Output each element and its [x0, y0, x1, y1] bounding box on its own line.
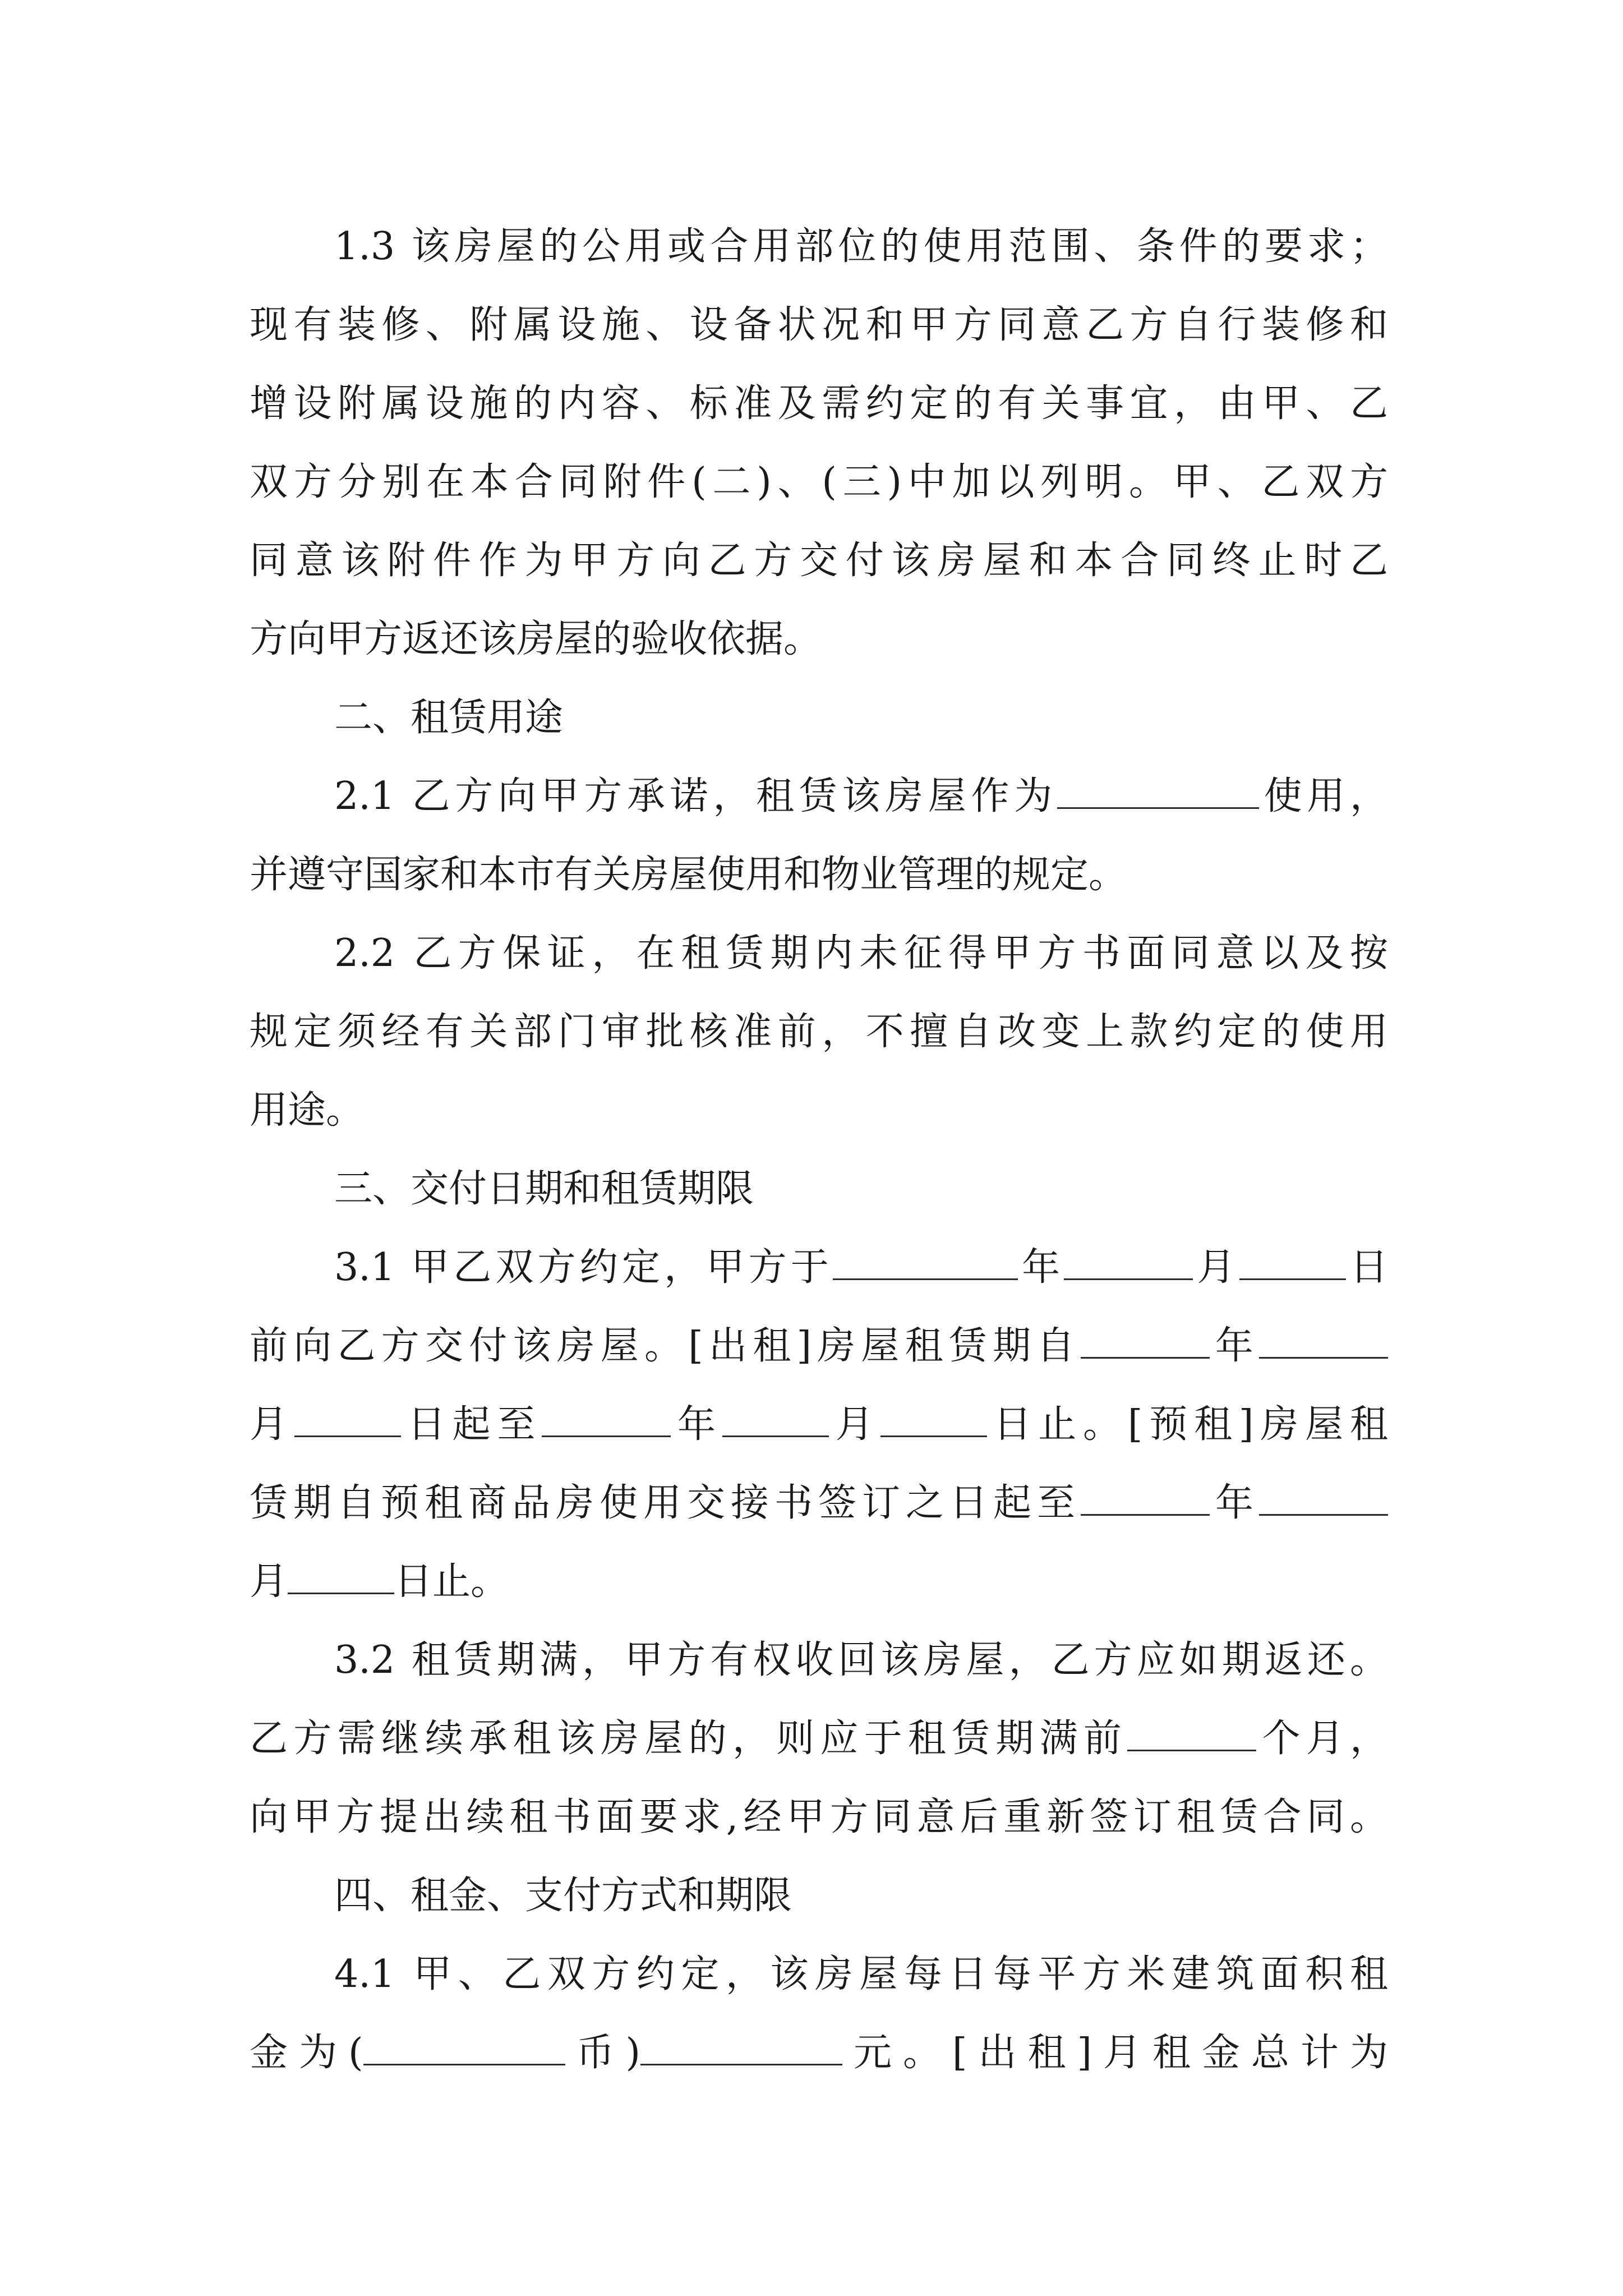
fill-blank-day[interactable]: [294, 1403, 401, 1437]
paragraph-1-3-line-1: [334, 208, 1388, 286]
fill-blank-amount[interactable]: [640, 2031, 842, 2065]
paragraph-1-3-line-3: [250, 365, 1388, 443]
text-segment: 赁期自预租商品房使用交接书签订之日起至: [250, 1481, 1081, 1525]
text-segment: 日止。: [394, 1559, 509, 1604]
text-segment: 2.2 乙方保证，在租赁期内未征得甲方书面同意以及按: [334, 931, 1388, 976]
text-segment: 月: [828, 1402, 880, 1447]
paragraph-3-2-line-2: [250, 1700, 1388, 1778]
text-segment: 年: [1209, 1324, 1259, 1368]
text-segment: 规定须经有关部门审批核准前，不擅自改变上款约定的使用: [250, 1010, 1388, 1054]
text-segment: 币): [565, 2031, 641, 2075]
fill-blank-months[interactable]: [1127, 1717, 1256, 1751]
text-segment: 二、租赁用途: [334, 696, 564, 740]
text-segment: 增设附属设施的内容、标准及需约定的有关事宜，由甲、乙: [250, 381, 1388, 426]
text-segment: 1.3 该房屋的公用或合用部位的使用范围、条件的要求；: [334, 224, 1388, 269]
fill-blank-day[interactable]: [1239, 1246, 1346, 1280]
paragraph-2-1-line-1: [334, 757, 1388, 836]
paragraph-1-3-line-2: [250, 286, 1388, 365]
text-segment: 月: [1193, 1245, 1239, 1290]
fill-blank-month[interactable]: [1259, 1481, 1388, 1516]
text-segment: 元。[出租]月租金总计为: [842, 2031, 1388, 2075]
fill-blank-year[interactable]: [833, 1246, 1018, 1280]
paragraph-3-2-line-1: [334, 1621, 1388, 1700]
paragraph-3-1-line-4: [250, 1464, 1388, 1543]
text-segment: 个月，: [1256, 1717, 1388, 1761]
section-3-heading: [334, 1150, 1388, 1228]
paragraph-1-3-line-4: [250, 443, 1388, 522]
paragraph-3-1-line-1: [334, 1228, 1388, 1307]
text-segment: 乙方需继续承租该房屋的，则应于租赁期满前: [250, 1717, 1128, 1761]
fill-blank-usage[interactable]: [1057, 775, 1259, 809]
text-segment: 四、租金、支付方式和期限: [334, 1874, 792, 1918]
text-segment: 用途。: [250, 1088, 365, 1133]
text-segment: 双方分别在本合同附件(二)、(三)中加以列明。甲、乙双方: [250, 460, 1388, 504]
text-segment: 日: [1345, 1245, 1388, 1290]
paragraph-4-1-line-1: [334, 1935, 1388, 2014]
fill-blank-year[interactable]: [1081, 1481, 1210, 1516]
text-segment: 3.2 租赁期满，甲方有权收回该房屋，乙方应如期返还。: [334, 1638, 1388, 1682]
text-segment: 年: [1017, 1245, 1064, 1290]
text-segment: 现有装修、附属设施、设备状况和甲方同意乙方自行装修和: [250, 303, 1388, 347]
paragraph-3-2-line-3: [250, 1778, 1388, 1857]
fill-blank-currency[interactable]: [363, 2031, 565, 2065]
text-segment: 4.1 甲、乙双方约定，该房屋每日每平方米建筑面积租: [334, 1952, 1388, 1996]
paragraph-2-2-line-2: [250, 993, 1388, 1071]
text-segment: 三、交付日期和租赁期限: [334, 1167, 754, 1211]
text-segment: 金为(: [250, 2031, 363, 2075]
fill-blank-year[interactable]: [542, 1403, 671, 1437]
text-segment: 月: [250, 1402, 294, 1447]
section-4-heading: [334, 1857, 1388, 1935]
text-segment: 月: [250, 1559, 288, 1604]
fill-blank-year[interactable]: [1081, 1324, 1210, 1359]
paragraph-3-1-line-3: [250, 1386, 1388, 1464]
section-2-heading: [334, 679, 1388, 757]
text-segment: 年: [1209, 1481, 1259, 1525]
fill-blank-day[interactable]: [288, 1560, 394, 1594]
text-segment: 日止。[预租]房屋租: [986, 1402, 1388, 1447]
paragraph-4-1-line-2: [250, 2014, 1388, 2092]
text-segment: 年: [671, 1402, 722, 1447]
paragraph-2-2-line-3: [250, 1071, 1388, 1150]
text-segment: 3.1 甲乙双方约定，甲方于: [334, 1245, 833, 1290]
fill-blank-month[interactable]: [1259, 1324, 1388, 1359]
text-segment: 使用，: [1258, 774, 1388, 818]
paragraph-2-1-line-2: [250, 836, 1388, 914]
text-segment: 向甲方提出续租书面要求,经甲方同意后重新签订租赁合同。: [250, 1795, 1388, 1839]
fill-blank-month[interactable]: [722, 1403, 829, 1437]
text-segment: 同意该附件作为甲方向乙方交付该房屋和本合同终止时乙: [250, 539, 1388, 583]
text-segment: 方向甲方返还该房屋的验收依据。: [250, 617, 822, 661]
paragraph-2-2-line-1: [334, 914, 1388, 993]
paragraph-1-3-line-5: [250, 522, 1388, 600]
text-segment: 日起至: [400, 1402, 542, 1447]
paragraph-1-3-line-6: [250, 600, 1388, 679]
fill-blank-day[interactable]: [880, 1403, 987, 1437]
text-segment: 前向乙方交付该房屋。[出租]房屋租赁期自: [250, 1324, 1081, 1368]
fill-blank-month[interactable]: [1064, 1246, 1193, 1280]
text-segment: 2.1 乙方向甲方承诺，租赁该房屋作为: [334, 774, 1057, 818]
paragraph-3-1-line-5: [250, 1543, 1388, 1621]
text-segment: 并遵守国家和本市有关房屋使用和物业管理的规定。: [250, 853, 1127, 897]
paragraph-3-1-line-2: [250, 1307, 1388, 1386]
